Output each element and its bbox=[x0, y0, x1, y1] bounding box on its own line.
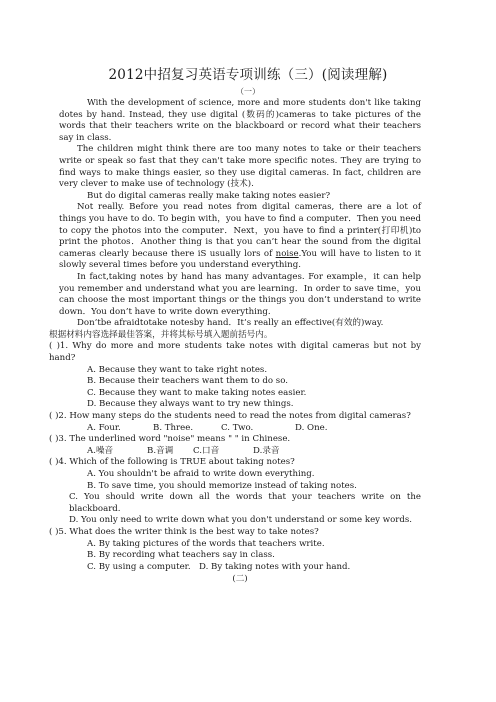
section-two-mark: (二) bbox=[232, 574, 248, 585]
underlined-word-noise: noise bbox=[275, 248, 299, 259]
passage-paragraph-2: The children might think there are too many notes to take or their teachers write or speak so fast that they can't take more specific notes. They are trying to find ways to make things easier, so they use digital cameras. In fact, children are very clever to make use of technology (技术). bbox=[59, 144, 421, 190]
option-c: C. Two. bbox=[221, 422, 254, 433]
option-b: B. Three. bbox=[153, 422, 194, 433]
option-c: C. Because they want to make taking notes easier. bbox=[87, 387, 307, 398]
passage-paragraph-5: Don’tbe afraidtotake notesby hand．It’s really an effective(有效的)way. bbox=[77, 318, 384, 329]
passage-paragraph-1: With the development of science, more and more students don't like taking dotes by hand. Instead, they use digital (数码的)cameras to take pictures of the words that their teachers write on the blackboard or record what their teachers say in class. bbox=[59, 98, 421, 143]
passage-question-line: But do digital cameras really make taking notes easier? bbox=[87, 190, 331, 201]
option-c: C. You should write down all the words that your teachers write on the blackboard. bbox=[69, 492, 421, 514]
passage-paragraph-3 bbox=[59, 202, 421, 272]
question-5 bbox=[49, 526, 421, 573]
question-4 bbox=[49, 457, 421, 527]
option-a: A.噪音 bbox=[87, 445, 114, 456]
question-stem: ( )2. How many steps do the students need to read the notes from digital cameras? bbox=[49, 411, 411, 422]
options-row bbox=[59, 446, 421, 458]
passage-paragraph-3-text: Not really. Before you read notes from digital cameras, there are a lot of things you have to do. To begin with，you have to find a computer．Then you need to copy the photos into the computer．Next，you have to find a printer(打印机)to print the photos．Another thing is that you can’t hear the sound from the digital cameras clearly because there iS usually lors of bbox=[59, 202, 421, 259]
option-c: C. By using a computer. bbox=[87, 561, 191, 572]
question-stem: ( )1. Why do more and more students take notes with digital cameras but not by hand? bbox=[49, 341, 421, 364]
question-stem: ( )5. What does the writer think is the best way to take notes? bbox=[49, 526, 319, 537]
option-d: D.录音 bbox=[253, 445, 280, 456]
question-2 bbox=[49, 411, 421, 434]
options-row bbox=[59, 562, 421, 574]
section-one-mark: （一） bbox=[236, 87, 260, 96]
passage-paragraph-3-tail: .You will have to listen to it slowly several times before you understand everything. bbox=[59, 248, 421, 271]
answer-instruction: 根据材料内容选择最佳答案，并将其标号填入题前括号内。 bbox=[49, 329, 273, 340]
option-d: D. Because they always want to try new things. bbox=[87, 399, 294, 410]
option-a: A. Four. bbox=[87, 422, 121, 433]
option-a: A. Because they want to take right notes. bbox=[87, 364, 268, 375]
option-a: A. You shouldn't be afraid to write down everything. bbox=[87, 469, 315, 479]
options-row bbox=[59, 423, 421, 435]
question-1 bbox=[49, 341, 421, 411]
option-b: B.音调 bbox=[147, 445, 174, 456]
reading-passage bbox=[49, 98, 421, 586]
page-title: 2012中招复习英语专项训练（三）(阅读理解) bbox=[108, 67, 388, 83]
option-d: D. You only need to write down what you don't understand or some key words. bbox=[69, 515, 413, 526]
option-b: B. To save time, you should memorize instead of taking notes. bbox=[87, 480, 357, 491]
question-stem: ( )3. The underlined word "noise" means " " in Chinese. bbox=[49, 434, 291, 445]
question-stem: ( )4. Which of the following is TRUE about taking notes? bbox=[49, 457, 295, 468]
option-b: B. By recording what teachers say in class. bbox=[87, 550, 275, 561]
option-d: D. One. bbox=[295, 422, 328, 433]
option-c: C.口音 bbox=[193, 445, 220, 456]
option-b: B. Because their teachers want them to do so. bbox=[87, 376, 288, 387]
question-3 bbox=[49, 434, 421, 457]
passage-paragraph-4: In fact,taking notes by hand has many advantages. For example，it can help you remember and understand what you are learning．In order to save time，you can choose the most important things or the things you don’t understand to write down．You don’t have to write down everything. bbox=[59, 271, 421, 317]
option-a: A. By taking pictures of the words that teachers write. bbox=[87, 538, 325, 549]
option-d: D. By taking notes with your hand. bbox=[199, 561, 351, 572]
